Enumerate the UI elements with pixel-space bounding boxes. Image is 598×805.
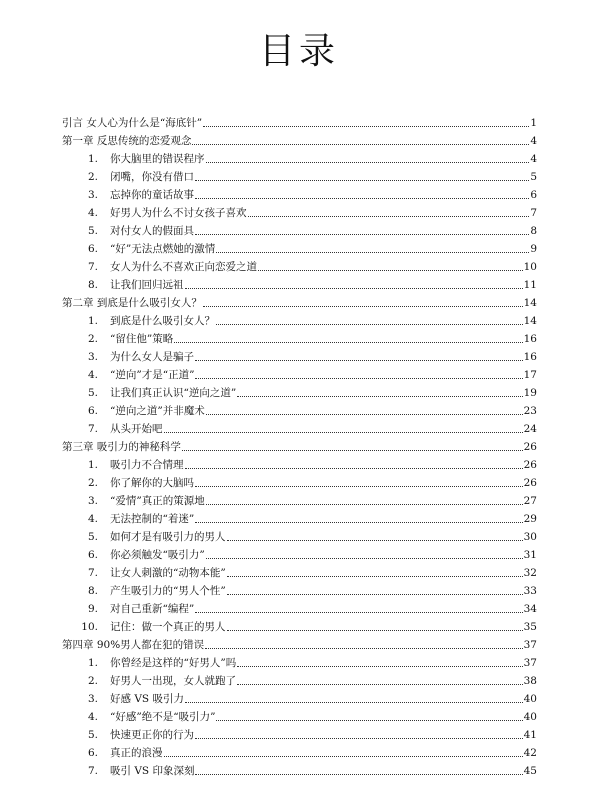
toc-page-number: 27	[523, 495, 537, 507]
toc-entry-label: 闭嘴，你没有借口	[110, 171, 194, 183]
dot-leader	[216, 720, 522, 721]
toc-page-number: 14	[523, 297, 537, 309]
dot-leader	[195, 198, 529, 199]
page-title: 目录	[258, 31, 339, 72]
toc-page-number: 26	[523, 477, 537, 489]
toc-entry-number: 3.	[87, 693, 98, 705]
dot-leader	[195, 180, 529, 181]
toc-page-number: 4	[530, 135, 537, 147]
toc-entry-number: 2.	[87, 477, 98, 489]
toc-entry-label: 如何才是有吸引力的男人	[110, 531, 226, 543]
dot-leader	[174, 342, 522, 343]
dot-leader	[164, 432, 523, 433]
toc-item-row[interactable]	[62, 472, 537, 490]
toc-entry-number: 3.	[87, 351, 98, 363]
toc-page-number: 16	[523, 333, 537, 345]
toc-entry-label: 让我们真正认识“逆向之道”	[110, 387, 237, 399]
toc-page-number: 1	[530, 117, 537, 129]
toc-item-row[interactable]	[62, 544, 537, 562]
toc-entry-number: 5.	[87, 729, 98, 741]
dot-leader	[237, 396, 522, 397]
toc-item-row[interactable]	[62, 580, 537, 598]
toc-entry-number: 1.	[87, 459, 98, 471]
toc-page-number: 9	[530, 243, 537, 255]
dot-leader	[206, 414, 523, 415]
toc-entry-label: 到底是什么吸引女人？	[110, 315, 215, 327]
toc-page-number: 6	[530, 189, 537, 201]
toc-entry-label: 第四章 90%男人都在犯的错误	[62, 639, 205, 651]
toc-entry-label: 好感 VS 吸引力	[110, 693, 184, 705]
toc-entry-number: 1.	[87, 153, 98, 165]
dot-leader	[248, 216, 530, 217]
toc-item-row[interactable]	[62, 598, 537, 616]
toc-entry-number: 5.	[87, 225, 98, 237]
toc-entry-number: 6.	[87, 405, 98, 417]
toc-entry-label: 好男人一出现，女人就跑了	[110, 675, 236, 687]
dot-leader	[195, 360, 523, 361]
toc-chapter-row[interactable]	[62, 292, 537, 310]
toc-entry-number: 7.	[87, 261, 98, 273]
toc-page-number: 29	[523, 513, 537, 525]
dot-leader	[192, 144, 529, 145]
toc-entry-number: 7.	[87, 765, 98, 777]
dot-leader	[195, 522, 522, 523]
toc-entry-label: 无法控制的“着迷”	[110, 513, 195, 525]
toc-entry-label: 你曾经是这样的“好男人”吗	[110, 657, 237, 669]
toc-item-row[interactable]	[62, 652, 537, 670]
toc-page-number: 40	[523, 711, 537, 723]
toc-entry-label: 引言 女人心为什么是“海底针”	[62, 117, 203, 129]
toc-entry-label: 对付女人的假面具	[110, 225, 194, 237]
toc-entry-number: 6.	[87, 549, 98, 561]
toc-entry-label: 第三章 吸引力的神秘科学	[62, 441, 181, 453]
toc-entry-label: 产生吸引力的“男人个性”	[110, 585, 226, 597]
dot-leader	[237, 666, 522, 667]
toc-entry-number: 9.	[87, 603, 98, 615]
dot-leader	[195, 486, 523, 487]
toc-entry-label: 让女人刺激的“动物本能”	[110, 567, 226, 579]
toc-chapter-row[interactable]	[62, 436, 537, 454]
toc-page-number: 31	[523, 549, 537, 561]
toc-item-row[interactable]	[62, 364, 537, 382]
toc-entry-label: 忘掉你的童话故事	[110, 189, 194, 201]
toc-entry-label: 从头开始吧	[110, 423, 163, 435]
toc-page-number: 26	[523, 441, 537, 453]
toc-item-row[interactable]	[62, 166, 537, 184]
dot-leader	[185, 468, 523, 469]
toc-page-number: 42	[523, 747, 537, 759]
toc-entry-label: 吸引力不合情理	[110, 459, 184, 471]
toc-page-number: 16	[523, 351, 537, 363]
toc-entry-number: 4.	[87, 207, 98, 219]
toc-item-row[interactable]	[62, 760, 537, 778]
toc-page-number: 37	[523, 639, 537, 651]
toc-page-number: 30	[523, 531, 537, 543]
toc-page-number: 26	[523, 459, 537, 471]
toc-entry-label: 第一章 反思传统的恋爱观念	[62, 135, 192, 147]
toc-item-row[interactable]	[62, 490, 537, 508]
toc-item-row[interactable]	[62, 256, 537, 274]
toc-page-number: 19	[523, 387, 537, 399]
toc-chapter-row[interactable]	[62, 634, 537, 652]
toc-page-number: 37	[523, 657, 537, 669]
toc-item-row[interactable]	[62, 706, 537, 724]
toc-entry-label: “逆向之道”并非魔术	[110, 405, 205, 417]
toc-page-number: 10	[523, 261, 537, 273]
toc-entry-number: 6.	[87, 243, 98, 255]
dot-leader	[206, 504, 523, 505]
toc-item-row[interactable]	[62, 616, 537, 634]
dot-leader	[164, 756, 523, 757]
toc-entry-label: 你大脑里的错误程序	[110, 153, 205, 165]
dot-leader	[185, 288, 523, 289]
toc-page-number: 41	[523, 729, 537, 741]
toc-item-row[interactable]	[62, 310, 537, 328]
toc-entry-number: 3.	[87, 495, 98, 507]
toc-entry-number: 7.	[87, 423, 98, 435]
toc-entry-label: “留住他”策略	[110, 333, 174, 345]
toc-item-row[interactable]	[62, 328, 537, 346]
toc-entry-label: 真正的浪漫	[110, 747, 163, 759]
toc-entry-number: 8.	[87, 279, 98, 291]
toc-item-row[interactable]	[62, 742, 537, 760]
toc-entry-label: “好”无法点燃她的激情	[110, 243, 216, 255]
toc-page-number: 38	[523, 675, 537, 687]
toc-item-row[interactable]	[62, 238, 537, 256]
toc-entry-label: 好男人为什么不讨女孩子喜欢	[110, 207, 247, 219]
dot-leader	[216, 324, 523, 325]
dot-leader	[227, 594, 523, 595]
toc-page-number: 4	[530, 153, 537, 165]
toc-item-row[interactable]	[62, 202, 537, 220]
dot-leader	[195, 774, 522, 775]
dot-leader	[258, 270, 523, 271]
toc-item-row[interactable]	[62, 382, 537, 400]
toc-page-number: 32	[523, 567, 537, 579]
dot-leader	[203, 126, 529, 127]
toc-page-number: 40	[523, 693, 537, 705]
toc-entry-number: 4.	[87, 513, 98, 525]
dot-leader	[185, 702, 523, 703]
dot-leader	[206, 162, 530, 163]
toc-page-number: 17	[523, 369, 537, 381]
toc-page-number: 45	[523, 765, 537, 777]
toc-entry-label: “好感”绝不是“吸引力”	[110, 711, 216, 723]
dot-leader	[195, 612, 522, 613]
toc-entry-label: 快速更正你的行为	[110, 729, 194, 741]
toc-entry-number: 4.	[87, 711, 98, 723]
toc-item-row[interactable]	[62, 418, 537, 436]
toc-item-row[interactable]	[62, 562, 537, 580]
toc-page-number: 24	[523, 423, 537, 435]
toc-entry-label: “爱情”真正的策源地	[110, 495, 205, 507]
toc-entry-label: 对自己重新“编程”	[110, 603, 195, 615]
toc-entry-number: 1.	[87, 657, 98, 669]
toc-page-number: 33	[523, 585, 537, 597]
toc-page-number: 14	[523, 315, 537, 327]
toc-entry-label: 你必须触发“吸引力”	[110, 549, 205, 561]
toc-item-row[interactable]	[62, 670, 537, 688]
toc-page-number: 34	[523, 603, 537, 615]
toc-entry-number: 6.	[87, 747, 98, 759]
toc-page-number: 23	[523, 405, 537, 417]
toc-item-row[interactable]	[62, 688, 537, 706]
toc-item-row[interactable]	[62, 724, 537, 742]
toc-entry-label: “逆向”才是“正道”	[110, 369, 195, 381]
toc-item-row[interactable]	[62, 400, 537, 418]
dot-leader	[216, 252, 529, 253]
dot-leader	[195, 738, 523, 739]
dot-leader	[195, 234, 529, 235]
dot-leader	[182, 450, 523, 451]
toc-item-row[interactable]	[62, 184, 537, 202]
toc-chapter-row[interactable]	[62, 112, 537, 130]
toc-page-number: 5	[530, 171, 537, 183]
dot-leader	[227, 630, 523, 631]
toc-item-row[interactable]	[62, 454, 537, 472]
toc-item-row[interactable]	[62, 508, 537, 526]
dot-leader	[227, 540, 523, 541]
toc-entry-number: 5.	[87, 531, 98, 543]
toc-item-row[interactable]	[62, 220, 537, 238]
toc-entry-number: 7.	[87, 567, 98, 579]
dot-leader	[195, 378, 522, 379]
toc-entry-number: 2.	[87, 333, 98, 345]
dot-leader	[206, 558, 523, 559]
dot-leader	[203, 306, 523, 307]
toc-page-number: 35	[523, 621, 537, 633]
toc-entry-number: 1.	[87, 315, 98, 327]
toc-page-number: 7	[530, 207, 537, 219]
toc-entry-number: 2.	[87, 675, 98, 687]
toc-entry-number: 3.	[87, 189, 98, 201]
dot-leader	[227, 576, 523, 577]
toc-item-row[interactable]	[62, 148, 537, 166]
toc-entry-label: 第二章 到底是什么吸引女人？	[62, 297, 202, 309]
toc-entry-label: 你了解你的大脑吗	[110, 477, 194, 489]
toc-entry-label: 吸引 VS 印象深刻	[110, 765, 195, 777]
toc-page-number: 11	[523, 279, 537, 291]
toc-item-row[interactable]	[62, 274, 537, 292]
dot-leader	[205, 648, 522, 649]
toc-item-row[interactable]	[62, 346, 537, 364]
dot-leader	[237, 684, 523, 685]
toc-chapter-row[interactable]	[62, 130, 537, 148]
toc-entry-label: 记住：做一个真正的男人	[110, 621, 226, 633]
toc-entry-number: 5.	[87, 387, 98, 399]
toc-entry-number: 8.	[87, 585, 98, 597]
toc-entry-number: 10.	[81, 621, 98, 633]
table-of-contents	[62, 112, 537, 778]
toc-page-number: 8	[530, 225, 537, 237]
toc-entry-label: 女人为什么不喜欢正向恋爱之道	[110, 261, 257, 273]
toc-item-row[interactable]	[62, 526, 537, 544]
toc-entry-number: 2.	[87, 171, 98, 183]
toc-entry-label: 让我们回归远祖	[110, 279, 184, 291]
toc-entry-number: 4.	[87, 369, 98, 381]
toc-entry-label: 为什么女人是骗子	[110, 351, 194, 363]
